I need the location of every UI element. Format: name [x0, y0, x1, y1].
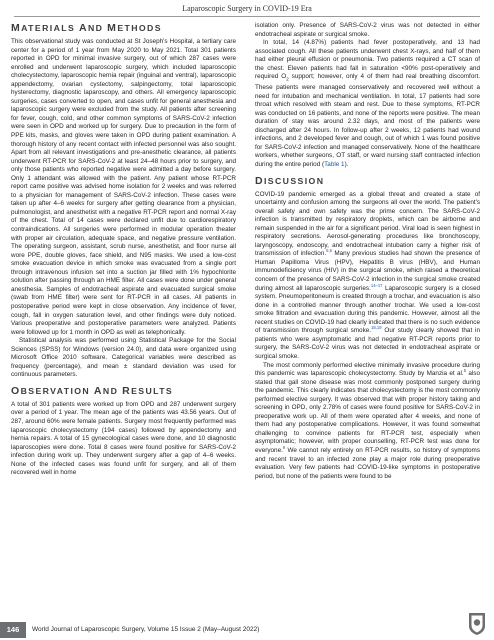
text-run: We cannot rely entirely on RT-PCR results, so history of symptoms and recent travel to an infected zone play a major role during preoperative evaluation. Very few patients had COVID-19-like symptoms in postoperative period, but none of the patients were found to be — [255, 446, 480, 480]
methods-paragraph-2: Statistical analysis was performed using Statistical Package for the Social Sciences (SPSS) for Windows (version 24.0), and data were organized using Microsoft Office 2010 software. Categorical variables were described as frequency (percentage), and mean ± standard deviation was used for continuous parameters. — [11, 337, 236, 379]
results-paragraph: A total of 301 patients were worked up from OPD and 287 underwent surgery over a period of 1 year. The mean age of the patients was 43.56 years. Out of 287, around 60% were female patients. Surgery most frequently performed was laparoscopic cholecystectomy (194 cases) followed by appendectomy and hernia repairs. A total of 15 gynecological cases were done, and 10 diagnostic laparoscopies were done. Total 8 cases were found positive for SARS-CoV-2 infection during work up. They underwent surgery after a gap of 4–6 weeks. None of the infected cases was found unfit for surgery, and all of them recovered well in home — [11, 400, 236, 477]
page-footer — [0, 622, 494, 638]
heading-initial: R — [122, 384, 132, 397]
journal-citation: World Journal of Laparoscopic Surgery, Volume 15 Issue 2 (May–August 2022) — [32, 626, 260, 633]
running-header: Laparoscopic Surgery in COVID-19 Era — [182, 4, 312, 13]
text-run: ). — [344, 161, 349, 169]
discussion-heading: DISCUSSION — [255, 174, 325, 187]
text-run: Our study clearly showed that in patients who were asymptomatic and had negative RT-PCR reports prior to surgery, the SARS-CoV-2 virus was not detected in endotracheal aspirate or surgical smoke. — [255, 327, 480, 360]
heading-initial: M — [107, 22, 118, 34]
citation-link[interactable]: 5 — [463, 367, 467, 373]
methods-paragraph-1: This observational study was conducted at St Joseph's Hospital, a tertiary care center for a period of 1 year from May 2020 to May 2021. Total 301 patients reported in OPD for minimal invasive surgery, out of which 287 cases were enrolled and underwent laparoscopic surgery, which included laparoscopic cholecystectomy, laparoscopic hernia repair (inguinal and ventral), laparoscopic appendectomy, ovarian cystectomy, salpingectomy, total laparoscopic hysterectomy, diagnostic laparoscopy, and others. All emergency laparoscopic surgeries, cases converted to open, and cases unfit for general anesthesia and laparoscopic surgery were excluded from the study. All patients after screening for fever, cough, cold, and other common symptoms of SARS-CoV-2 infection were seen in OPD and worked up for surgery. Due to precaution in the form of PPE kits, masks, and gloves were taken in OPD during patient examination. A thorough history of any recent contact with infected personnel was also sought. Apart from all relevant investigations and pre-anesthetic clearance, all patients underwent RT-PCR for SARS-CoV-2 at least 24–48 hours prior to surgery, and only those patients who reported negative were admitted a day before surgery. Only 1 attendant was allowed with the patient. Any patient whose RT-PCR report came positive was advised home isolation for 2 weeks and was referred to a physician for management of SARS-CoV-2 infection. These cases were taken up after 4–6 weeks for surgery after getting clearance from a physician, pulmonologist, and anesthetist with a negative RT-PCR report and normal X-ray of the chest. Total of 14 cases were declared unfit due to cardiorespiratory contraindications. All surgeries were performed in modular operation theater with proper air circulation, adequate space, and negative pressure ventilation. The operating surgeon, assistant, scrub nurse, anesthetist, and floor nurse all wore PPE, double gloves, face shield, and N95 masks. We used a low-cost smoke evacuation device in which smoke was evacuated from a single port through intravenous infusion set into a suction jar filled with 1% hypochlorite solution after passing through an HME filter. All cases were done under general anesthesia. Samples of endotracheal aspirate and evacuated surgical smoke (swab from HME filter) were sent for RT-PCR in all cases. All patients in postoperative period were kept in close observation. Any incidence of fever, cough, fall in oxygen saturation level, and other findings were duly noticed. Various preoperative and postoperative parameters were analyzed. Patients were followed up for 1 month in OPD as well as telephonically. — [11, 38, 236, 336]
text-run: Many previous studies had shown the presence of Human Papilloma Virus (HPV), Hepatitis B virus (HBV), and Human immunodeficiency virus (HIV) in the surgical smoke, which raised a theoretical concern of the presence of SARS-CoV-2 infection in the surgical smoke created during almost all laparoscopic surgeries. — [255, 250, 480, 292]
subscript: 2 — [286, 76, 289, 82]
citation-link[interactable]: 9 — [282, 444, 286, 450]
heading-initial: M — [11, 22, 22, 34]
text-run: also stated that gall stone disease was most commonly postponed surgery during the pandemic. This clearly indicates that cholecystectomy is the most commonly performed elective surgery. It was observed that with proper history taking and screening in OPD, only 2.78% of cases were found positive for SARS-CoV-2 in preoperative work up. All of them were operated after 4 weeks, and none of them had any postoperative complications. However, it was found somewhat challenging to convince patients for RT-PCR test, especially when asymptomatic; however, with proper counselling, RT-PCR test was done for everyone. — [255, 370, 480, 454]
left-column — [11, 22, 236, 478]
postoperative-findings-paragraph — [255, 39, 480, 169]
text-run: COVID-19 pandemic emerged as a global threat and created a state of uncertainty and confusion among the surgeons all over the world. The patient's overall safety and own safety was the prime concern. The SARS-CoV-2 infection is transmitted by respiratory droplets, which can be airborne and remain suspended in the air for a significant period. Viral load is seen highest in respiratory secretions. Aerosol-generating procedures like bronchoscopy, laryngoscopy, endoscopy, and endotracheal intubation carry a higher risk of transmission of infection. — [255, 190, 480, 258]
page-number: 146 — [0, 622, 26, 638]
results-continued-paragraph: isolation only. Presence of SARS-CoV-2 virus was not detected in either endotracheal aspirate or surgical smoke. — [255, 22, 480, 38]
discussion-paragraph-1 — [255, 191, 480, 362]
citation-link[interactable]: 5,6 — [326, 248, 332, 254]
heading-initial: A — [93, 384, 103, 397]
citation-link[interactable]: 18,19 — [371, 325, 382, 331]
results-heading: OBSERVATION AND RESULTS — [11, 384, 174, 397]
header-rule — [14, 16, 480, 17]
right-column — [255, 22, 480, 481]
text-run: Laparoscopic surgery is a closed system. Pneumoperitoneum is created through a trochar, and evacuation is also done in a controlled manner through another trochar. We used a low-cost smoke filtration and evacuation during this pandemic. However, almost all the recent studies on COVID-19 had clearly indicated that there is no such evidence of transmission through surgical smoke. — [255, 284, 480, 335]
methods-heading: MATERIALS AND METHODS — [11, 22, 162, 34]
text-run: support; however, only 4 of them had real breathing discomfort. These patients were managed conservatively and recovered well without a need for intubation and mechanical ventilation. In total, 17 patients had sore throat which resolved with steam and rest. Due to these symptoms, RT-PCR was conducted on 16 patients, and none of the reports were positive. The mean duration of stay was around 2.32 days, and most of the patients were discharged after 24 hours. In follow-up after 2 weeks, 12 patients had wound infections, and 2 developed fever and cough, out of which 1 was found positive for SARS-CoV-2 infection and managed conservatively. None of the healthcare workers, whether surgeons, OT staff, or ward nursing staff contracted infection during the entire period ( — [255, 73, 480, 169]
heading-initial: O — [11, 384, 21, 397]
citation-link[interactable]: 14–17 — [370, 282, 383, 288]
heading-initial: A — [78, 22, 88, 34]
journal-logo-icon — [466, 612, 488, 636]
table-1-link[interactable]: Table 1 — [324, 161, 345, 169]
text-run: The most commonly performed elective minimally invasive procedure during this pandemic was laparoscopic cholecystectomy. Study by Manzia et al. — [255, 361, 480, 378]
discussion-paragraph-2 — [255, 362, 480, 482]
text-run: In total, 14 (4.87%) patients had fever postoperatively, and 13 had associated cough. All these patients underwent chest X-rays, and half of them had either pleural effusion or pneumonia. Two patients required a CT scan of the chest. Eleven patients had fall in saturation <90% post-operatively and required O — [255, 39, 480, 81]
heading-initial: D — [255, 174, 264, 187]
